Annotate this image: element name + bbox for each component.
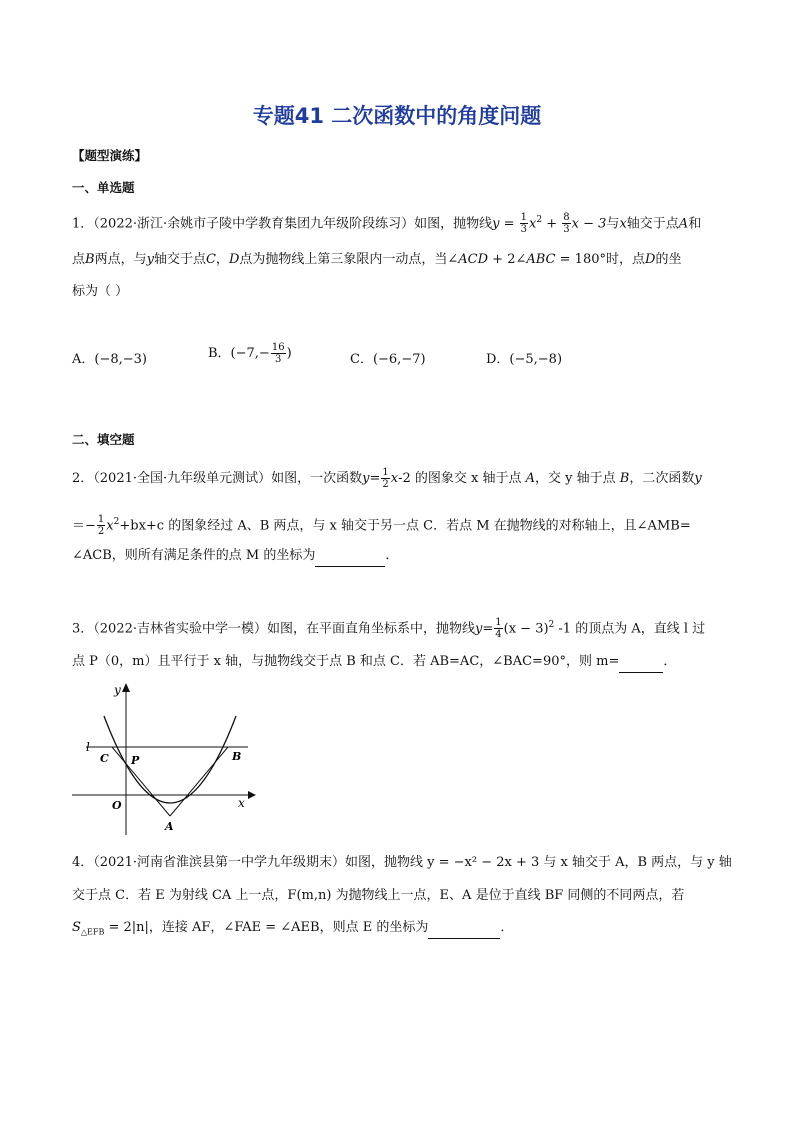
q1-line-3: 标为（ ） xyxy=(72,284,129,299)
x-axis-arrow xyxy=(248,791,256,799)
section-tag: 【题型演练】 xyxy=(72,148,148,163)
q4-answer-blank[interactable] xyxy=(428,918,500,939)
q3-line-1: 3．（2022·吉林省实验中学一模）如图，在平面直角坐标系中，抛物线y= $\frac{1}{4}$ $(x - 3)^2$ -1 的顶点为 A，直线 l 过 xyxy=(72,617,706,641)
y-axis-arrow xyxy=(122,683,130,692)
q3-line-2: 点 P（0，m）且平行于 x 轴，与抛物线交于点 B 和点 C．若 AB=AC，∠BAC=90°，则 m= ． xyxy=(72,652,732,673)
label-y: y xyxy=(114,683,121,697)
q1-option-c: C．(−6,−7) xyxy=(350,352,426,367)
q4-line-1: 4．（2021·河南省淮滨县第一中学九年级期末）如图，抛物线 y = −x² − 2x + 3 与 x 轴交于 A，B 两点，与 y 轴 xyxy=(72,855,732,870)
q2-line-1: 2．（2021·全国·九年级单元测试）如图，一次函数y= $\frac{1}{2}$ x-2 的图象交 x 轴于点 A，交 y 轴于点 B，二次函数y xyxy=(72,467,702,490)
page-title: 专题41 二次函数中的角度问题 xyxy=(252,104,542,128)
q1-line-1: 1．（2022·浙江·余姚市子陵中学教育集团九年级阶段练习）如图，抛物线y = $\frac{1}{3}$ $x^2$ + $\frac{8}{3}$ x − 3与x轴交于点A和 xyxy=(72,212,702,236)
q2-answer-blank[interactable] xyxy=(315,546,385,567)
label-p: P xyxy=(131,754,140,767)
q1-option-a: A．(−8,−3) xyxy=(72,352,147,367)
q2-line-2: ＝− $\frac{1}{2}$ $x^2+bx+c$ 的图象经过 A、B 两点，与 x 轴交于另一点 C．若点 M 在抛物线的对称轴上，且∠AMB= xyxy=(72,514,691,538)
parabola-curve xyxy=(104,716,236,803)
q3-answer-blank[interactable] xyxy=(619,652,663,673)
q3-parabola-figure xyxy=(70,680,260,840)
label-c: C xyxy=(100,752,109,765)
label-o: O xyxy=(112,799,122,812)
label-a: A xyxy=(165,820,174,833)
segment-ab xyxy=(170,747,228,816)
q4-line-3: $S_{\triangle EFB} = 2|n|$，连接 AF，∠FAE = ∠AEB，则点 E 的坐标为 ． xyxy=(72,918,732,943)
label-x: x xyxy=(238,796,245,810)
section-heading-single-choice: 一、单选题 xyxy=(72,180,135,195)
q1-option-d: D．(−5,−8) xyxy=(486,352,563,367)
q1-option-b: B．(−7,− $\frac{16}{3}$ ) xyxy=(208,342,292,365)
section-heading-fill-blank: 二、填空题 xyxy=(72,432,135,447)
q4-line-2: 交于点 C．若 E 为射线 CA 上一点，F(m,n) 为抛物线上一点，E、A 是位于直线 BF 同侧的不同两点，若 xyxy=(72,888,685,903)
label-b: B xyxy=(232,750,242,763)
label-l: l xyxy=(86,740,90,754)
q1-line-2: 点B两点，与y轴交于点C，D点为抛物线上第三象限内一动点，当∠ACD + 2∠ABC = 180°时，点D的坐 xyxy=(72,252,682,267)
q2-line-3: ∠ACB，则所有满足条件的点 M 的坐标为 ． xyxy=(72,546,732,567)
